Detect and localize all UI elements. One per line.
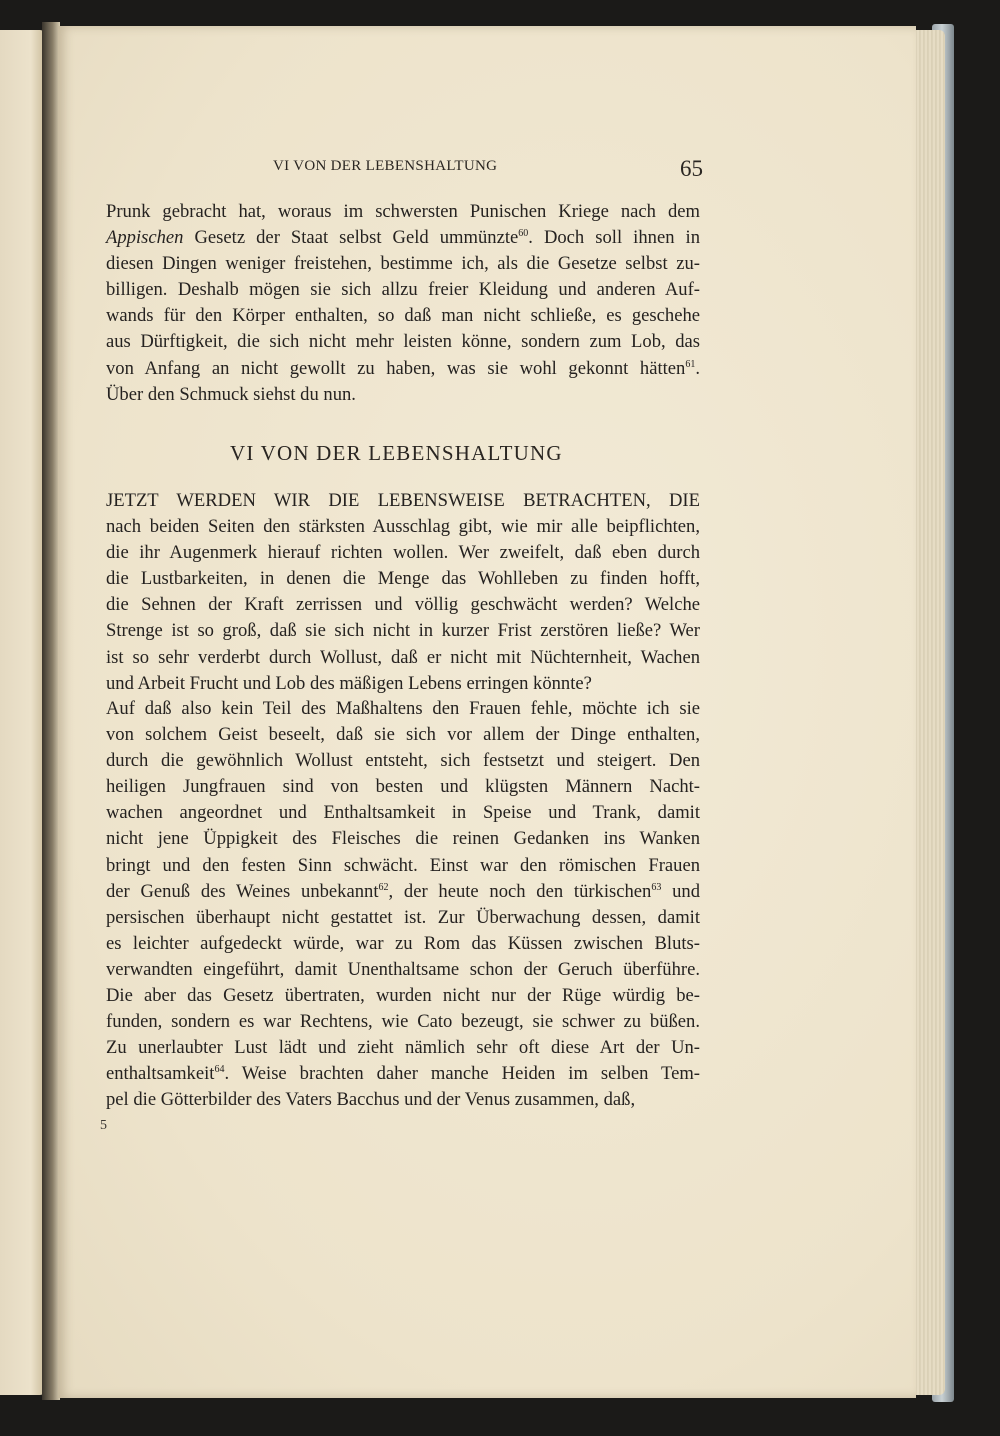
text-line: es leichter aufgedeckt würde, war zu Rom das Küssen zwischen Bluts- (106, 932, 700, 954)
text-line: Prunk gebracht hat, woraus im schwersten Punischen Kriege nach dem (106, 201, 700, 222)
paragraph-body (106, 696, 700, 1114)
text-line: und Arbeit Frucht und Lob des mäßigen Lebens erringen könnte? (106, 672, 592, 694)
text-line: funden, sondern es war Rechtens, wie Cato bezeugt, sie schwer zu büßen. (106, 1011, 700, 1033)
book-page (58, 26, 916, 1398)
text-line: pel die Götterbilder des Vaters Bacchus und der Venus zusammen, daß, (106, 1089, 636, 1111)
text-line: Strenge ist so groß, daß sie sich nicht in kurzer Frist zerstören ließe? Wer (106, 620, 700, 642)
left-page-edge (0, 30, 44, 1395)
text-line: die Lustbarkeiten, in denen die Menge das Wohlleben zu finden hofft, (106, 568, 700, 590)
text-line: die Sehnen der Kraft zerrissen und völlig geschwächt werden? Welche (106, 594, 700, 616)
text-line: Appischen Gesetz der Staat selbst Geld ummünzte$^{60}$. Doch soll ihnen in (106, 227, 701, 249)
signature-mark: 5 (100, 1118, 107, 1133)
text-line: enthaltsamkeit$^{64}$. Weise brachten daher manche Heiden im selben Tem- (106, 1063, 700, 1085)
text-line: bringt und den festen Sinn schwächt. Einst war den römischen Frauen (106, 854, 700, 876)
text-line: ist so sehr verderbt durch Wollust, daß er nicht mit Nüchternheit, Wachen (106, 646, 700, 668)
text-line: diesen Dingen weniger freistehen, bestimme ich, als die Gesetze selbst zu- (106, 253, 700, 275)
text-line: persischen überhaupt nicht gestattet ist. Zur Überwachung dessen, damit (106, 906, 700, 928)
text-line: durch die gewöhnlich Wollust entsteht, sich festsetzt und steigert. Den (106, 750, 700, 772)
text-line: Zu unerlaubter Lust lädt und zieht nämlich sehr oft diese Art der Un- (106, 1037, 700, 1059)
text-line: Über den Schmuck siehst du nun. (106, 383, 356, 405)
text-line: nach beiden Seiten den stärksten Ausschlag gibt, wie mir alle beipflichten, (106, 516, 700, 538)
chapter-heading: VI VON DER LEBENSHALTUNG (230, 441, 563, 465)
paragraph-continuation (106, 199, 700, 408)
text-line: Auf daß also kein Teil des Maßhaltens den Frauen fehle, möchte ich sie (106, 698, 700, 719)
text-line: aus Dürftigkeit, die sich nicht mehr leisten könne, sondern zum Lob, das (106, 331, 700, 353)
running-head: VI VON DER LEBENSHALTUNG (273, 158, 498, 174)
text-line: heiligen Jungfrauen sind von besten und klügsten Männern Nacht- (106, 776, 700, 798)
text-line: die ihr Augenmerk hierauf richten wollen. Wer zweifelt, daß eben durch (106, 542, 700, 564)
text-line: nicht jene Üppigkeit des Fleisches die reinen Gedanken ins Wanken (106, 828, 700, 850)
text-line: wachen angeordnet und Enthaltsamkeit in Speise und Trank, damit (106, 802, 700, 824)
text-line: von solchem Geist beseelt, daß sie sich vor allem der Dinge enthalten, (106, 724, 700, 746)
text-line: billigen. Deshalb mögen sie sich allzu freier Kleidung und anderen Auf- (106, 279, 700, 301)
page-number: 65 (680, 156, 703, 181)
text-line: verwandten eingeführt, damit Unenthaltsame schon der Geruch überführe. (106, 958, 700, 980)
text-line: wands für den Körper enthalten, so daß man nicht schließe, es geschehe (106, 305, 700, 327)
text-line: JETZT WERDEN WIR DIE LEBENSWEISE BETRACHTEN, DIE (106, 490, 700, 511)
text-line: von Anfang an nicht gewollt zu haben, was sie wohl gekonnt hätten$^{61}$. (106, 357, 700, 379)
paragraph-opening (106, 488, 700, 697)
text-line: der Genuß des Weines unbekannt$^{62}$, der heute noch den türkischen$^{63}$ und (106, 880, 701, 902)
text-line: Die aber das Gesetz übertraten, wurden nicht nur der Rüge würdig be- (106, 985, 700, 1007)
